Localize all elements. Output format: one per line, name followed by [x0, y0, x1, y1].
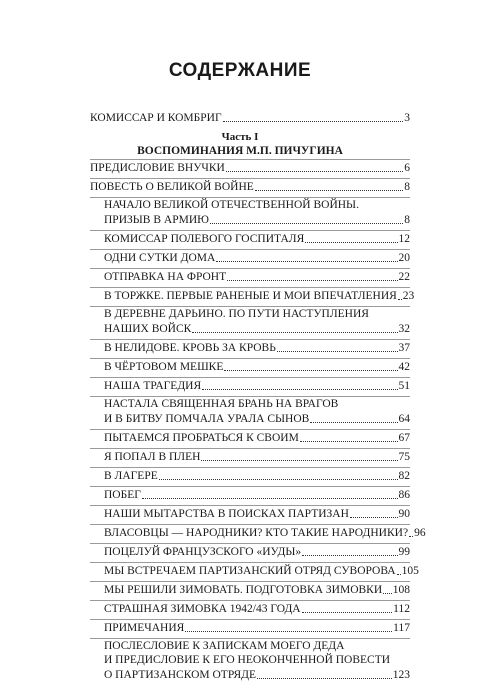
- toc-entry[interactable]: [104, 564, 419, 578]
- toc-entry-title: ПРИЗЫВ В АРМИЮ: [104, 214, 209, 226]
- toc-entry[interactable]: [104, 450, 410, 464]
- dot-leader: [202, 388, 397, 390]
- dot-leader: [192, 331, 397, 333]
- entry-separator: [90, 638, 410, 639]
- dot-leader: [310, 421, 397, 423]
- entry-separator: [90, 467, 410, 468]
- toc-entry-line: И ПРЕДИСЛОВИЕ К ЕГО НЕОКОНЧЕННОЙ ПОВЕСТИ: [104, 654, 391, 666]
- entry-separator: [90, 377, 410, 378]
- toc-entry-page: 51: [398, 380, 410, 392]
- toc-entry-page: 64: [398, 413, 410, 425]
- toc-entry-page: 22: [398, 271, 410, 283]
- toc-entry-title: МЫ ВСТРЕЧАЕМ ПАРТИЗАНСКИЙ ОТРЯД СУВОРОВА: [104, 565, 396, 577]
- toc-entry[interactable]: [90, 180, 410, 194]
- toc-entry-page: 37: [398, 342, 410, 354]
- entry-separator: [90, 448, 410, 449]
- entry-separator: [90, 600, 410, 601]
- toc-entry[interactable]: [104, 232, 410, 246]
- entry-separator: [90, 486, 410, 487]
- toc-entry[interactable]: [104, 341, 410, 355]
- toc-entry-title: В ЧЁРТОВОМ МЕШКЕ: [104, 361, 224, 373]
- toc-entry[interactable]: [104, 583, 410, 597]
- entry-separator: [90, 581, 410, 582]
- toc-entry-title: ПОЦЕЛУЙ ФРАНЦУЗСКОГО «ИУДЫ»: [104, 546, 302, 558]
- toc-entry-page: 123: [392, 669, 410, 681]
- toc-entry-page: 75: [398, 451, 410, 463]
- dot-leader: [305, 241, 397, 243]
- toc-entry-line: НАЧАЛО ВЕЛИКОЙ ОТЕЧЕСТВЕННОЙ ВОЙНЫ.: [104, 199, 359, 211]
- toc-entry-title: Я ПОПАЛ В ПЛЕН: [104, 451, 201, 463]
- toc-entry-title: И В БИТВУ ПОМЧАЛА УРАЛА СЫНОВ: [104, 413, 310, 425]
- toc-entry[interactable]: [104, 213, 410, 227]
- dot-leader: [409, 535, 413, 537]
- toc-entry-page: 8: [404, 214, 410, 226]
- entry-separator: [90, 339, 410, 340]
- toc-entry[interactable]: [104, 469, 410, 483]
- toc-entry-title: МЫ РЕШИЛИ ЗИМОВАТЬ. ПОДГОТОВКА ЗИМОВКИ: [104, 584, 383, 596]
- entry-separator: [90, 230, 410, 231]
- entry-separator: [90, 524, 410, 525]
- toc-entry[interactable]: [104, 251, 410, 265]
- dot-leader: [383, 592, 392, 594]
- entry-separator: [90, 543, 410, 544]
- dot-leader: [159, 478, 398, 480]
- dot-leader: [223, 120, 404, 122]
- toc-entry-page: 86: [398, 489, 410, 501]
- toc-entry-page: 20: [398, 252, 410, 264]
- toc-entry-page: 108: [392, 584, 410, 596]
- toc-entry-title: В НЕЛИДОВЕ. КРОВЬ ЗА КРОВЬ: [104, 342, 276, 354]
- toc-entry-title: КОМИССАР ПОЛЕВОГО ГОСПИТАЛЯ: [104, 233, 305, 245]
- dot-leader: [210, 222, 403, 224]
- toc-entry[interactable]: [104, 289, 415, 303]
- toc-entry[interactable]: [90, 161, 410, 175]
- toc-entry[interactable]: [104, 431, 410, 445]
- dot-leader: [277, 350, 398, 352]
- toc-entry[interactable]: [104, 322, 410, 336]
- part-label: Часть I: [221, 131, 259, 143]
- toc-entry[interactable]: [104, 360, 410, 374]
- toc-entry-line: НАСТАЛА СВЯЩЕННАЯ БРАНЬ НА ВРАГОВ: [104, 398, 339, 410]
- toc-entry[interactable]: [104, 379, 410, 393]
- dot-leader: [227, 279, 397, 281]
- toc-entry-page: 67: [398, 432, 410, 444]
- toc-entry-line: В ДЕРЕВНЕ ДАРЬИНО. ПО ПУТИ НАСТУПЛЕНИЯ: [104, 308, 369, 320]
- toc-entry-page: 6: [404, 162, 410, 174]
- toc-entry-title: ПОБЕГ: [104, 489, 141, 501]
- dot-leader: [398, 298, 402, 300]
- part-title: ВОСПОМИНАНИЯ М.П. ПИЧУГИНА: [137, 145, 343, 157]
- toc-entry-page: 112: [393, 603, 410, 615]
- toc-entry[interactable]: [104, 621, 410, 635]
- toc-entry-page: 42: [398, 361, 410, 373]
- toc-entry[interactable]: [104, 270, 410, 284]
- dot-leader: [300, 440, 398, 442]
- entry-separator: [90, 429, 410, 430]
- entry-separator: [90, 562, 410, 563]
- toc-entry[interactable]: [104, 545, 410, 559]
- toc-entry-title: НАШИХ ВОЙСК: [104, 323, 192, 335]
- dot-leader: [224, 369, 397, 371]
- entry-separator: [90, 306, 410, 307]
- toc-entry[interactable]: [104, 602, 410, 616]
- toc-entry-page: 105: [401, 565, 419, 577]
- toc-entry-title: НАША ТРАГЕДИЯ: [104, 380, 202, 392]
- toc-entry-page: 96: [414, 527, 426, 539]
- toc-entry-page: 117: [393, 622, 410, 634]
- dot-leader: [226, 170, 403, 172]
- page-title: СОДЕРЖАНИЕ: [168, 60, 312, 81]
- dot-leader: [216, 260, 397, 262]
- toc-entry-title: КОМИССАР И КОМБРИГ: [90, 112, 222, 124]
- toc-entry-title: ПРЕДИСЛОВИЕ ВНУЧКИ: [90, 162, 225, 174]
- entry-separator: [90, 358, 410, 359]
- toc-entry[interactable]: [104, 507, 410, 521]
- toc-entry-title: ПРИМЕЧАНИЯ: [104, 622, 185, 634]
- toc-entry[interactable]: [104, 668, 410, 682]
- entry-separator: [90, 396, 410, 397]
- toc-entry-title: СТРАШНАЯ ЗИМОВКА 1942/43 ГОДА: [104, 603, 301, 615]
- dot-leader: [302, 611, 393, 613]
- entry-separator: [90, 619, 410, 620]
- entry-separator: [90, 159, 410, 160]
- toc-entry-title: В ТОРЖКЕ. ПЕРВЫЕ РАНЕНЫЕ И МОИ ВПЕЧАТЛЕНИЯ: [104, 290, 397, 302]
- toc-entry-page: 23: [402, 290, 415, 302]
- toc-entry[interactable]: [104, 488, 410, 502]
- toc-entry-title: О ПАРТИЗАНСКОМ ОТРЯДЕ: [104, 669, 257, 681]
- toc-entry-page: 32: [398, 323, 410, 335]
- dot-leader: [142, 497, 398, 499]
- toc-entry-intro[interactable]: [90, 111, 410, 125]
- toc-entry-page: 3: [404, 112, 410, 124]
- toc-entry-page: 82: [398, 470, 410, 482]
- dot-leader: [185, 630, 392, 632]
- entry-separator: [90, 249, 410, 250]
- toc-entry-page: 99: [398, 546, 410, 558]
- toc-entry-title: ОДНИ СУТКИ ДОМА: [104, 252, 216, 264]
- dot-leader: [255, 189, 403, 191]
- toc-entry-page: 8: [404, 181, 410, 193]
- dot-leader: [397, 573, 401, 575]
- toc-entry[interactable]: [104, 412, 410, 426]
- toc-entry[interactable]: [104, 526, 426, 540]
- entry-separator: [90, 197, 410, 198]
- entry-separator: [90, 287, 410, 288]
- toc-entry-title: В ЛАГЕРЕ: [104, 470, 158, 482]
- dot-leader: [201, 459, 397, 461]
- entry-separator: [90, 178, 410, 179]
- toc-entry-line: ПОСЛЕСЛОВИЕ К ЗАПИСКАМ МОЕГО ДЕДА: [104, 640, 345, 652]
- toc-entry-title: ПЫТАЕМСЯ ПРОБРАТЬСЯ К СВОИМ: [104, 432, 299, 444]
- toc-entry-title: ПОВЕСТЬ О ВЕЛИКОЙ ВОЙНЕ: [90, 181, 254, 193]
- entry-separator: [90, 505, 410, 506]
- toc-entry-title: ВЛАСОВЦЫ — НАРОДНИКИ? КТО ТАКИЕ НАРОДНИКИ?: [104, 527, 409, 539]
- dot-leader: [350, 516, 398, 518]
- toc-entry-page: 90: [398, 508, 410, 520]
- entry-separator: [90, 268, 410, 269]
- toc-entry-title: ОТПРАВКА НА ФРОНТ: [104, 271, 227, 283]
- toc-entry-title: НАШИ МЫТАРСТВА В ПОИСКАХ ПАРТИЗАН: [104, 508, 349, 520]
- dot-leader: [257, 677, 392, 679]
- dot-leader: [302, 554, 397, 556]
- toc-entry-page: 12: [398, 233, 410, 245]
